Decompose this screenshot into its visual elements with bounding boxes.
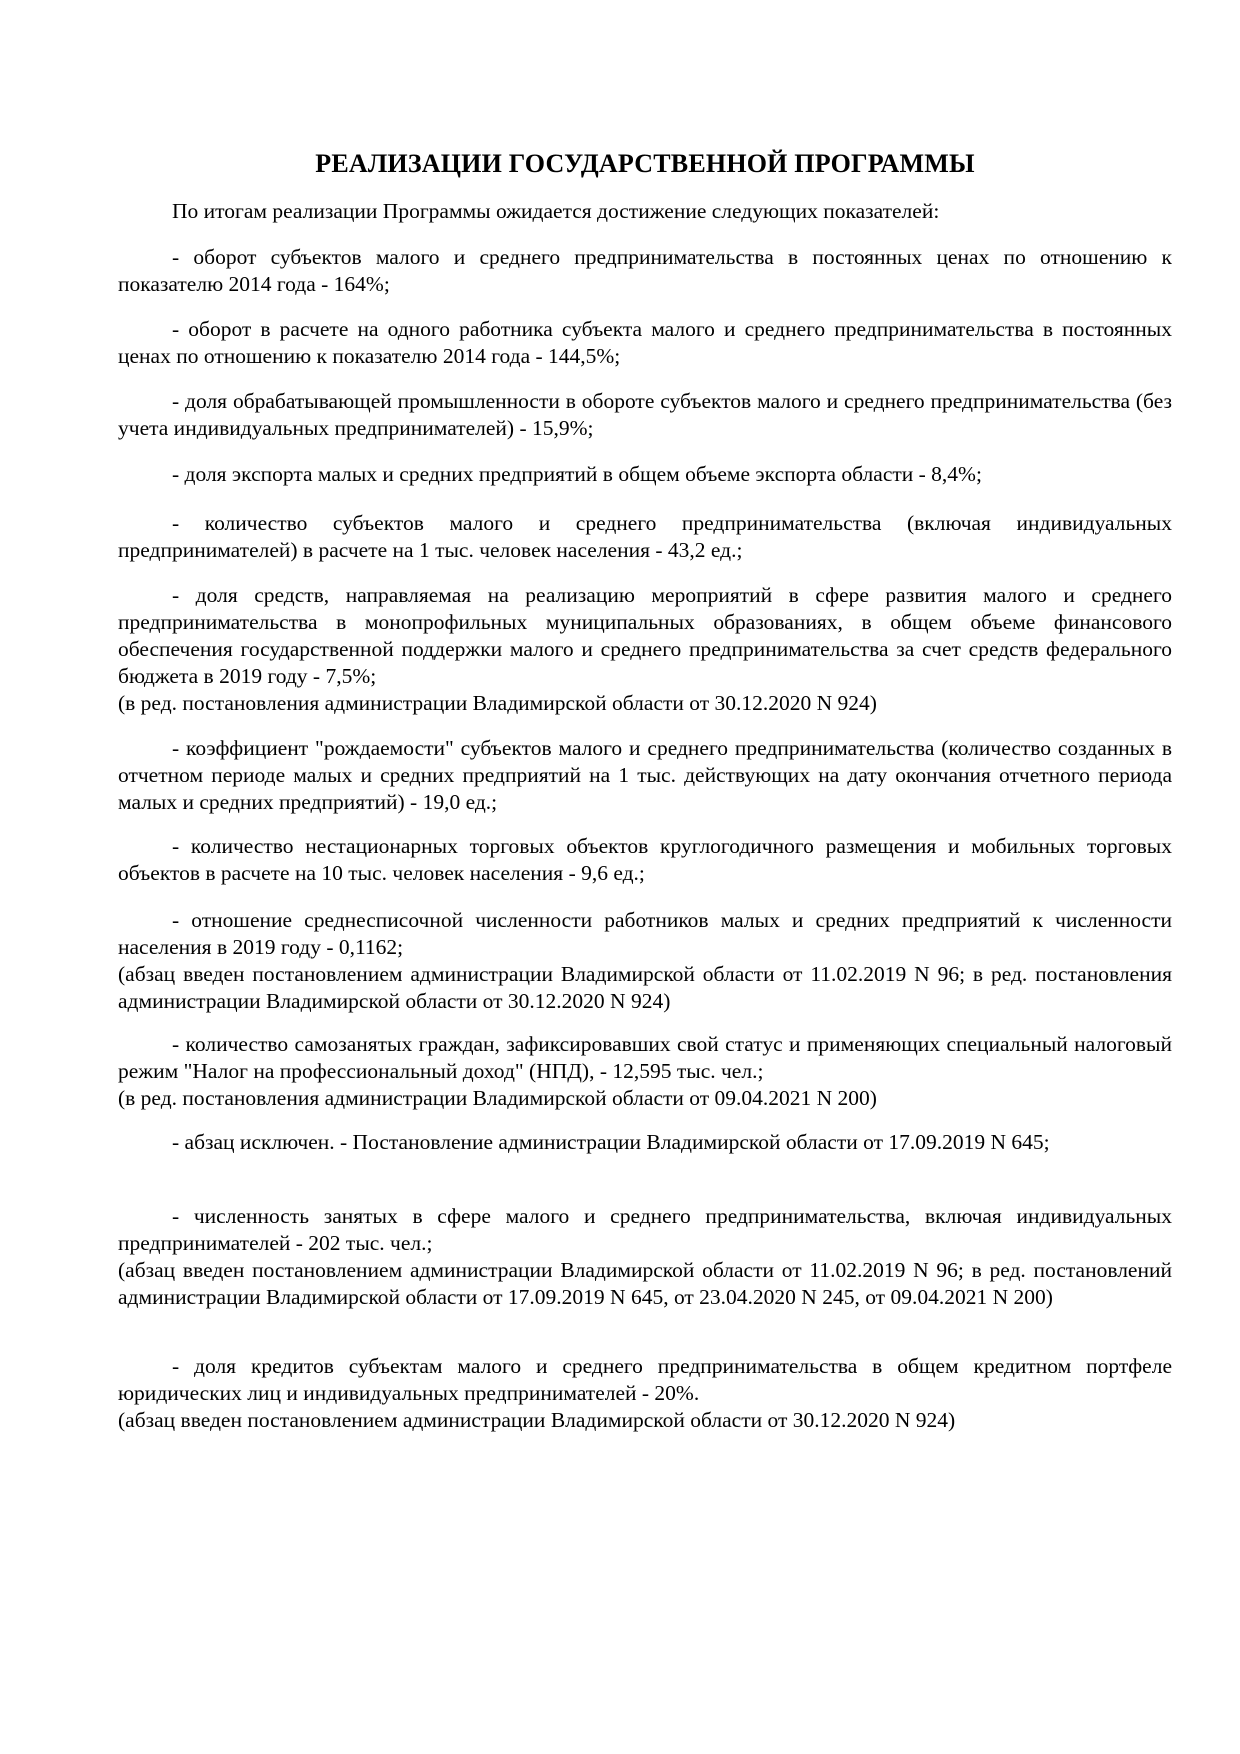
item-text: - абзац исключен. - Постановление администрации Владимирской области от 17.09.2019 N 645; xyxy=(172,1130,1050,1154)
list-item xyxy=(118,582,1172,717)
amendment-note: (в ред. постановления администрации Владимирской области от 09.04.2021 N 200) xyxy=(118,1086,877,1110)
list-item xyxy=(118,1353,1172,1434)
item-text: - отношение среднесписочной численности работников малых и средних предприятий к численности населения в 2019 году - 0,1162; xyxy=(118,908,1172,959)
item-text: - доля экспорта малых и средних предприятий в общем объеме экспорта области - 8,4%; xyxy=(172,462,982,486)
amendment-note: (абзац введен постановлением администрации Владимирской области от 30.12.2020 N 924) xyxy=(118,1408,956,1432)
intro-paragraph xyxy=(118,198,1172,225)
item-text: - коэффициент "рождаемости" субъектов малого и среднего предпринимательства (количество созданных в отчетном периоде малых и средних предприятий на 1 тыс. действующих на дату окончания отчетного периода малых и средних предприятий) - 19,0 ед.; xyxy=(118,736,1172,814)
item-text: - численность занятых в сфере малого и среднего предпринимательства, включая индивидуальных предпринимателей - 202 тыс. чел.; xyxy=(118,1204,1172,1255)
item-text: - доля обрабатывающей промышленности в обороте субъектов малого и среднего предпринимательства (без учета индивидуальных предпринимателей) - 15,9%; xyxy=(118,389,1172,440)
list-item xyxy=(118,388,1172,442)
list-item xyxy=(118,510,1172,564)
amendment-note: (в ред. постановления администрации Владимирской области от 30.12.2020 N 924) xyxy=(118,691,877,715)
list-item xyxy=(118,1129,1172,1156)
item-text: - доля средств, направляемая на реализацию мероприятий в сфере развития малого и среднего предпринимательства в монопрофильных муниципальных образованиях, в общем объеме финансового обеспечения государственной поддержки малого и среднего предпринимательства за счет средств федерального бюджета в 2019 году - 7,5%; xyxy=(118,583,1172,688)
amendment-note: (абзац введен постановлением администрации Владимирской области от 11.02.2019 N 96; в ред. постановления администрации Владимирской области от 30.12.2020 N 924) xyxy=(118,962,1172,1013)
item-text: - доля кредитов субъектам малого и среднего предпринимательства в общем кредитном портфеле юридических лиц и индивидуальных предпринимателей - 20%. xyxy=(118,1354,1172,1405)
list-item xyxy=(118,244,1172,298)
list-item xyxy=(118,1203,1172,1311)
amendment-note: (абзац введен постановлением администрации Владимирской области от 11.02.2019 N 96; в ред. постановлений администрации Владимирской области от 17.09.2019 N 645, от 23.04.2020 N 245, от 09.04.2021 N 200) xyxy=(118,1258,1172,1309)
page-title: РЕАЛИЗАЦИИ ГОСУДАРСТВЕННОЙ ПРОГРАММЫ xyxy=(315,149,975,178)
item-text: - количество субъектов малого и среднего предпринимательства (включая индивидуальных предпринимателей) в расчете на 1 тыс. человек населения - 43,2 ед.; xyxy=(118,511,1172,562)
item-text: - количество самозанятых граждан, зафиксировавших свой статус и применяющих специальный налоговый режим "Налог на профессиональный доход" (НПД), - 12,595 тыс. чел.; xyxy=(118,1032,1172,1083)
list-item xyxy=(118,316,1172,370)
item-text: - оборот субъектов малого и среднего предпринимательства в постоянных ценах по отношению к показателю 2014 года - 164%; xyxy=(118,245,1172,296)
item-text: - оборот в расчете на одного работника субъекта малого и среднего предпринимательства в постоянных ценах по отношению к показателю 2014 года - 144,5%; xyxy=(118,317,1172,368)
list-item xyxy=(118,461,1172,488)
list-item xyxy=(118,833,1172,887)
list-item xyxy=(118,907,1172,1015)
item-text: - количество нестационарных торговых объектов круглогодичного размещения и мобильных торговых объектов в расчете на 10 тыс. человек населения - 9,6 ед.; xyxy=(118,834,1172,885)
list-item xyxy=(118,1031,1172,1112)
intro-text: По итогам реализации Программы ожидается достижение следующих показателей: xyxy=(172,199,940,223)
list-item xyxy=(118,735,1172,816)
